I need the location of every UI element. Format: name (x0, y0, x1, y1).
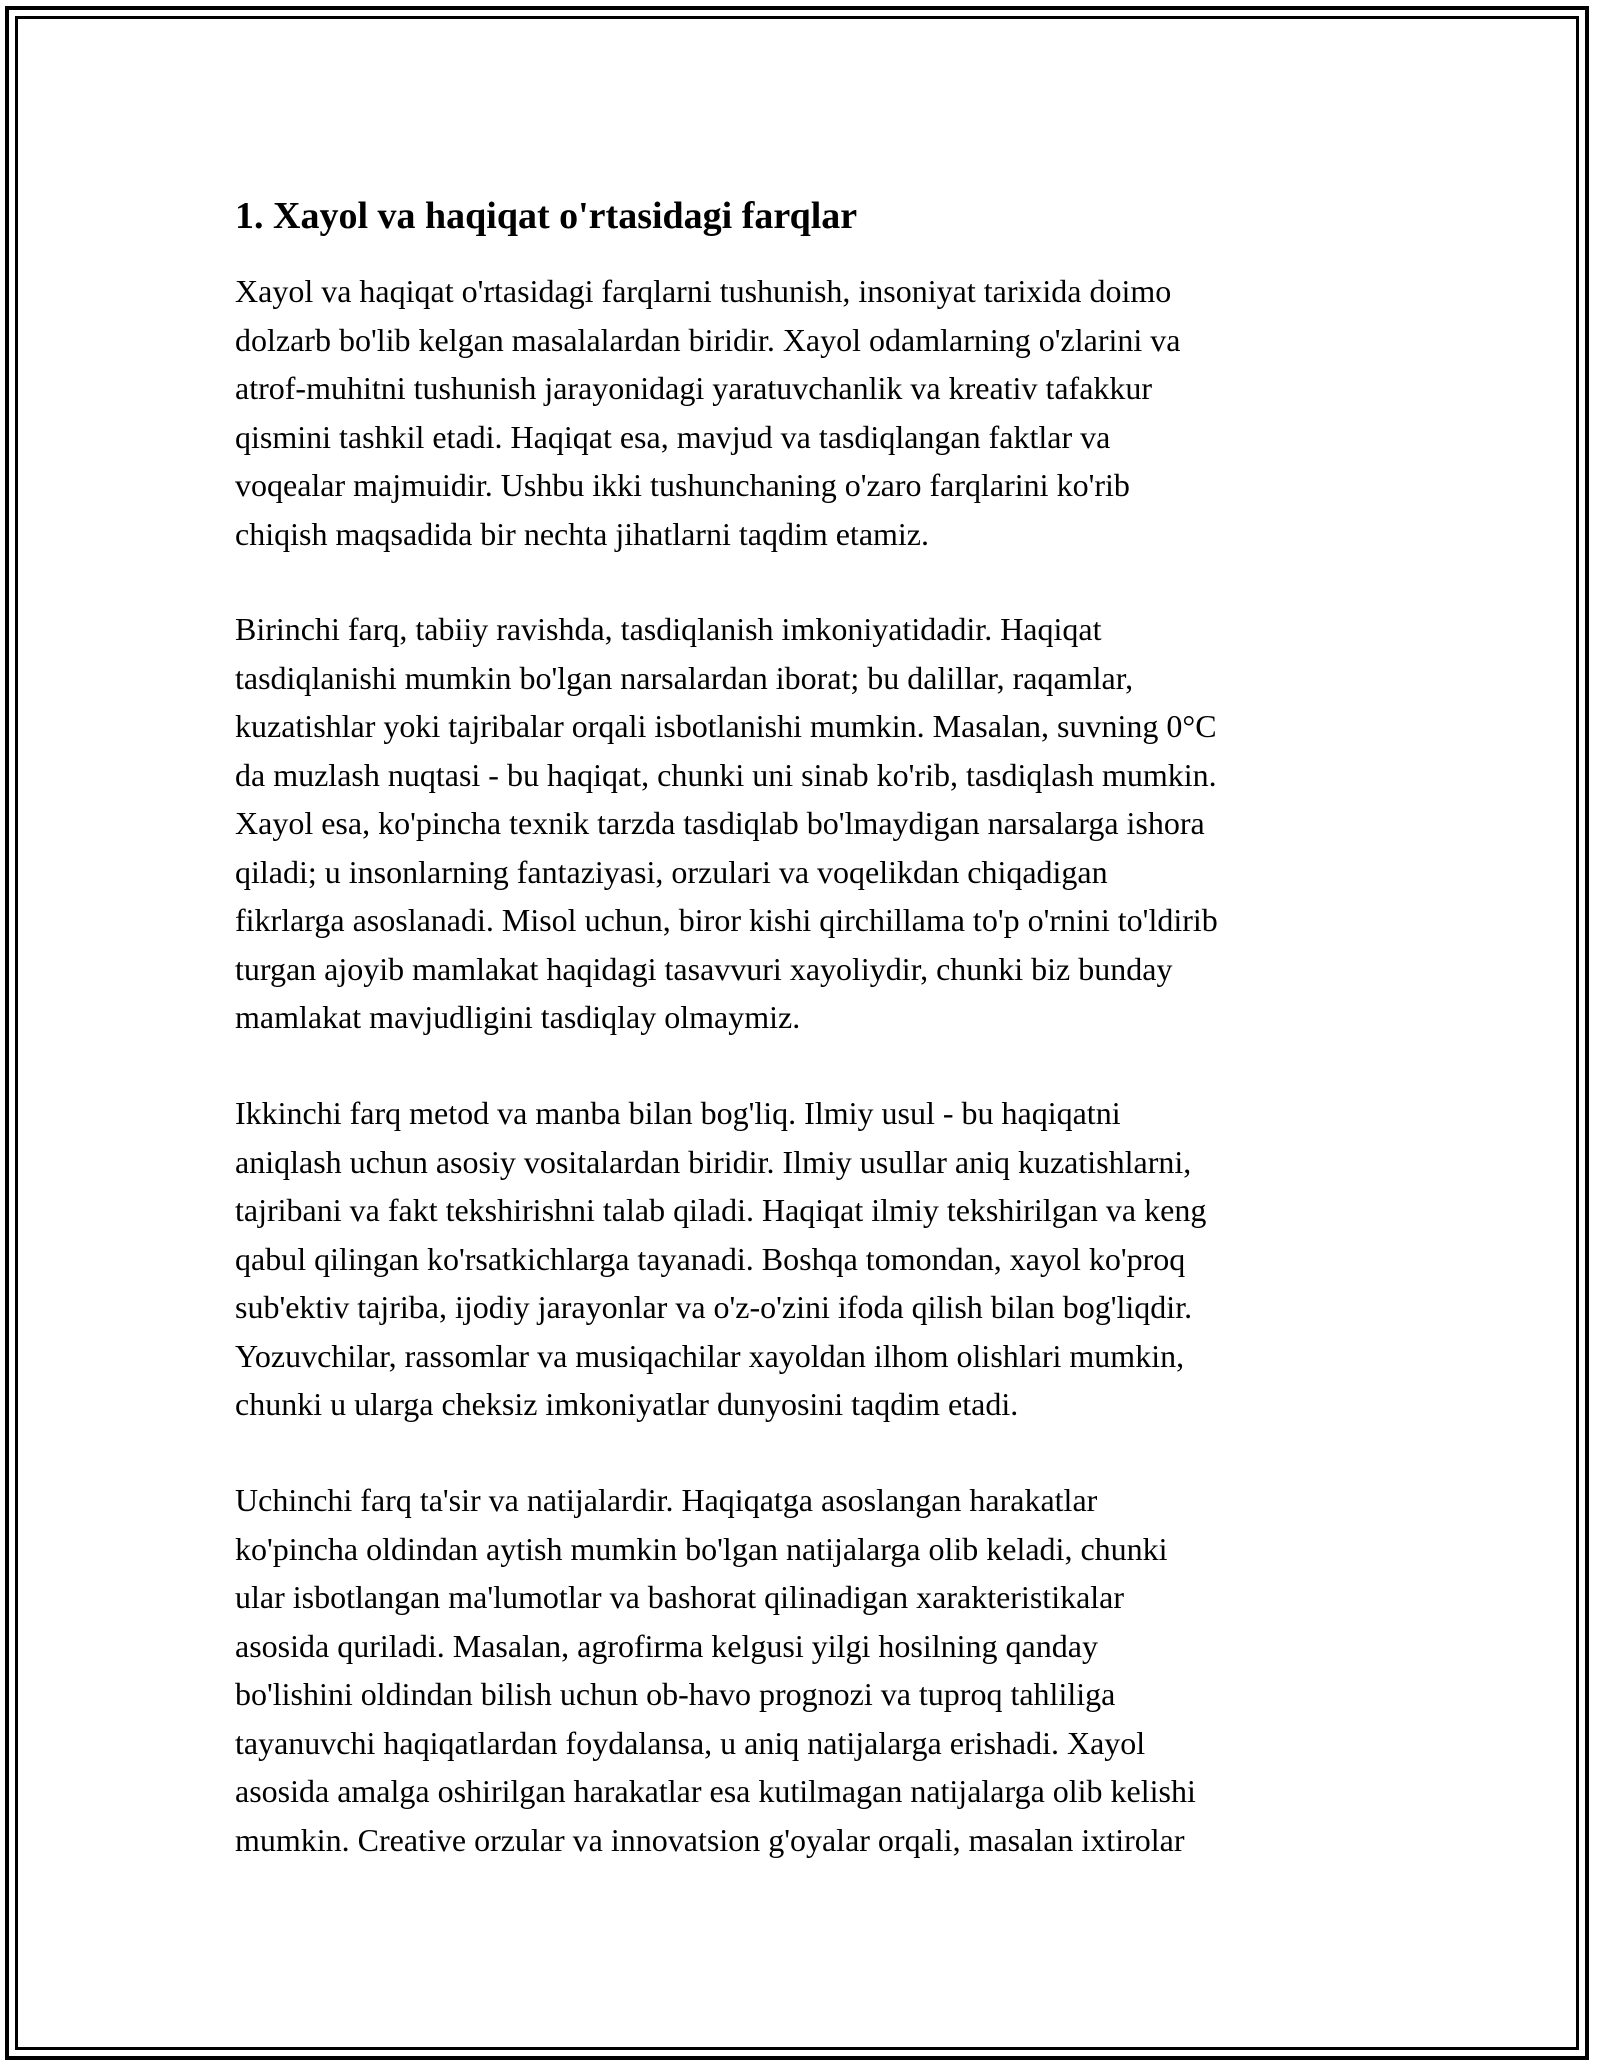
text-line: Ikkinchi farq metod va manba bilan bog'liq. Ilmiy usul - bu haqiqatni (235, 1095, 1121, 1131)
text-line: asosida quriladi. Masalan, agrofirma kelgusi yilgi hosilning qanday (235, 1627, 1098, 1664)
text-line: tayanuvchi haqiqatlardan foydalansa, u aniq natijalarga erishadi. Xayol (235, 1724, 1146, 1761)
text-line: da muzlash nuqtasi - bu haqiqat, chunki uni sinab ko'rib, tasdiqlash mumkin. (235, 756, 1217, 793)
text-line: aniqlash uchun asosiy vositalardan biridir. Ilmiy usullar aniq kuzatishlarni, (235, 1143, 1192, 1180)
text-line: mamlakat mavjudligini tasdiqlay olmaymiz. (235, 999, 801, 1035)
text-line: ko'pincha oldindan aytish mumkin bo'lgan natijalarga olib keladi, chunki (235, 1530, 1168, 1567)
text-line: qabul qilingan ko'rsatkichlarga tayanadi. Boshqa tomondan, xayol ko'proq (235, 1240, 1186, 1277)
paragraph-4 (235, 1476, 1196, 1864)
paragraph-3 (235, 1089, 1206, 1429)
text-line: atrof-muhitni tushunish jarayonidagi yaratuvchanlik va kreativ tafakkur (235, 370, 1153, 406)
paragraph-1 (235, 267, 1180, 558)
text-line: Xayol va haqiqat o'rtasidagi farqlarni tushunish, insoniyat tarixida doimo (235, 273, 1172, 309)
text-line: asosida amalga oshirilgan harakatlar esa kutilmagan natijalarga olib kelishi (235, 1773, 1196, 1809)
text-line: tajribani va fakt tekshirishni talab qiladi. Haqiqat ilmiy tekshirilgan va keng (235, 1192, 1207, 1228)
text-line: chiqish maqsadida bir nechta jihatlarni taqdim etamiz. (235, 515, 929, 552)
text-line: kuzatishlar yoki tajribalar orqali isbotlanishi mumkin. Masalan, suvning 0°C (235, 708, 1217, 744)
text-line: turgan ajoyib mamlakat haqidagi tasavvuri xayoliydir, chunki biz bunday (235, 950, 1173, 987)
text-line: voqealar majmuidir. Ushbu ikki tushunchaning o'zaro farqlarini ko'rib (235, 467, 1130, 503)
text-line: qiladi; u insonlarning fantaziyasi, orzulari va voqelikdan chiqadigan (235, 853, 1108, 890)
text-line: ular isbotlangan ma'lumotlar va bashorat qilinadigan xarakteristikalar (235, 1579, 1125, 1615)
text-line: Uchinchi farq ta'sir va natijalardir. Haqiqatga asoslangan harakatlar (235, 1482, 1098, 1518)
text-line: sub'ektiv tajriba, ijodiy jarayonlar va o'z-o'zini ifoda qilish bilan bog'liqdir. (235, 1289, 1193, 1325)
text-line: chunki u ularga cheksiz imkoniyatlar dunyosini taqdim etadi. (235, 1386, 1019, 1422)
paragraph-2 (235, 605, 1218, 1042)
text-line: mumkin. Creative orzular va innovatsion g'oyalar orqali, masalan ixtirolar (235, 1821, 1185, 1858)
text-line: fikrlarga asoslanadi. Misol uchun, biror kishi qirchillama to'p o'rnini to'ldirib (235, 902, 1218, 938)
text-line: bo'lishini oldindan bilish uchun ob-havo prognozi va tuproq tahliliga (235, 1676, 1116, 1712)
text-line: Xayol esa, ko'pincha texnik tarzda tasdiqlab bo'lmaydigan narsalarga ishora (235, 805, 1205, 841)
text-line: tasdiqlanishi mumkin bo'lgan narsalardan iborat; bu dalillar, raqamlar, (235, 659, 1134, 696)
text-line: Yozuvchilar, rassomlar va musiqachilar xayoldan ilhom olishlari mumkin, (235, 1337, 1185, 1374)
section-heading: 1. Xayol va haqiqat o'rtasidagi farqlar (235, 195, 858, 237)
text-line: Birinchi farq, tabiiy ravishda, tasdiqlanish imkoniyatidadir. Haqiqat (235, 611, 1102, 647)
text-line: dolzarb bo'lib kelgan masalalardan biridir. Xayol odamlarning o'zlarini va (235, 321, 1181, 358)
text-line: qismini tashkil etadi. Haqiqat esa, mavjud va tasdiqlangan faktlar va (235, 418, 1111, 455)
